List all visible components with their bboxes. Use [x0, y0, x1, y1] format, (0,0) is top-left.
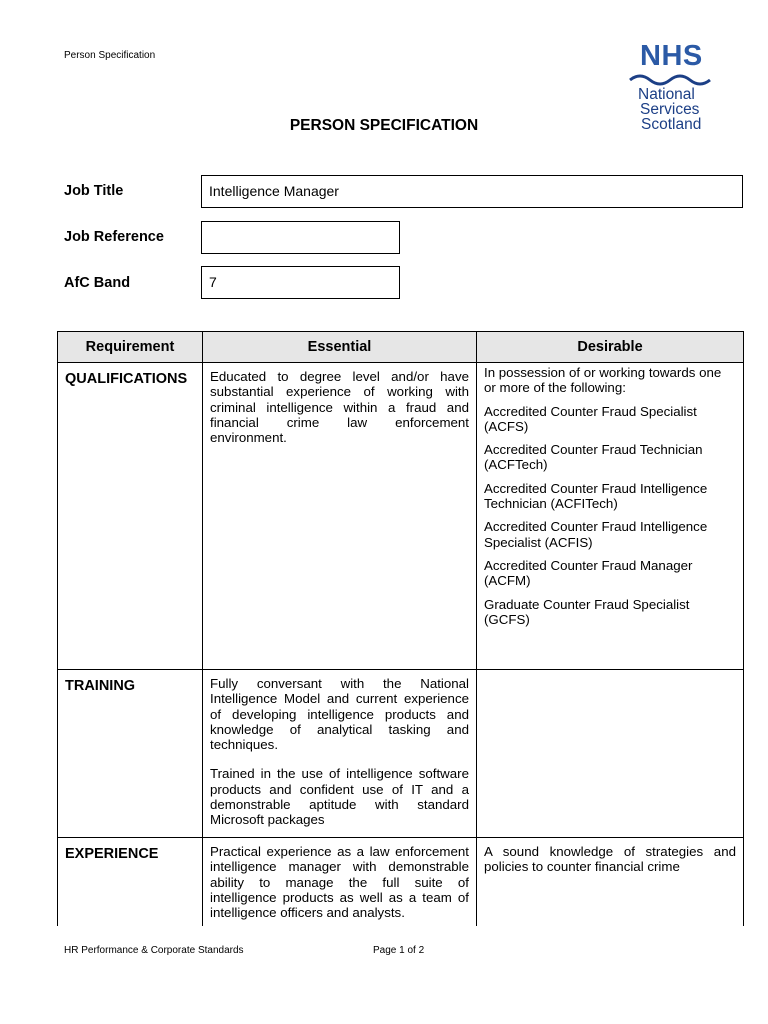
- desirable-cell: [477, 363, 744, 670]
- requirement-cell: [58, 670, 203, 838]
- page-title: PERSON SPECIFICATION: [289, 117, 479, 134]
- table-row-experience: [58, 838, 744, 927]
- job-reference-label: Job Reference: [64, 229, 164, 245]
- table-row-qualifications: [58, 363, 744, 670]
- desirable-cell: [477, 670, 744, 838]
- afc-band-field[interactable]: 7: [201, 266, 400, 299]
- logo-line-national: National: [638, 86, 695, 103]
- desirable-item: Accredited Counter Fraud Specialist (ACFS): [484, 403, 697, 434]
- job-title-label: Job Title: [64, 183, 124, 199]
- header-requirement: Requirement: [58, 332, 203, 363]
- job-reference-field[interactable]: [201, 221, 400, 254]
- requirement-cell: [58, 838, 203, 927]
- essential-text: Trained in the use of intelligence software products and confident use of IT and a demonstrable aptitude with standard Microsoft packages: [210, 766, 469, 828]
- header-desirable: Desirable: [477, 332, 744, 363]
- logo-line-services: Services: [640, 101, 700, 118]
- essential-text: Educated to degree level and/or have substantial experience of working with criminal intelligence within a fraud and financial crime law enforcement environment.: [210, 369, 469, 446]
- desirable-item: Accredited Counter Fraud Intelligence Specialist (ACFIS): [484, 519, 708, 550]
- desirable-text: A sound knowledge of strategies and policies to counter financial crime: [484, 844, 736, 875]
- table-row-training: [58, 670, 744, 838]
- requirement-label: QUALIFICATIONS: [65, 371, 188, 387]
- desirable-text: In possession of or working towards one or more of the following:: [484, 365, 722, 396]
- desirable-item: Accredited Counter Fraud Manager (ACFM): [484, 557, 693, 589]
- table-header-row: [58, 332, 744, 363]
- logo-wave-icon: [628, 73, 718, 87]
- requirement-cell: [58, 363, 203, 670]
- essential-cell: [203, 363, 477, 670]
- header-document-title: Person Specification: [64, 50, 156, 61]
- footer-page-number: Page 1 of 2: [373, 945, 425, 956]
- desirable-item: Accredited Counter Fraud Technician (ACFTech): [484, 442, 703, 473]
- job-title-field[interactable]: Intelligence Manager: [201, 175, 743, 208]
- essential-cell: [203, 670, 477, 838]
- footer-department: HR Performance & Corporate Standards: [64, 945, 244, 956]
- essential-text: Practical experience as a law enforcement intelligence manager with demonstrable ability to manage the full suite of intelligence products as well as a team of intelligence officers and analysts.: [210, 844, 469, 921]
- essential-text: Fully conversant with the National Intelligence Model and current experience of developing intelligence products and knowledge of analytical tasking and techniques.: [210, 676, 469, 753]
- logo-line-scotland: Scotland: [641, 116, 702, 133]
- logo-nhs-text: NHS: [640, 40, 703, 72]
- essential-cell: [203, 838, 477, 927]
- desirable-cell: [477, 838, 744, 927]
- desirable-item: Accredited Counter Fraud Intelligence Technician (ACFITech): [484, 480, 708, 512]
- person-spec-table: [57, 331, 744, 926]
- afc-band-label: AfC Band: [64, 275, 131, 291]
- header-essential: Essential: [203, 332, 477, 363]
- desirable-item: Graduate Counter Fraud Specialist (GCFS): [484, 596, 690, 627]
- requirement-label: TRAINING: [65, 678, 136, 694]
- requirement-label: EXPERIENCE: [65, 846, 159, 862]
